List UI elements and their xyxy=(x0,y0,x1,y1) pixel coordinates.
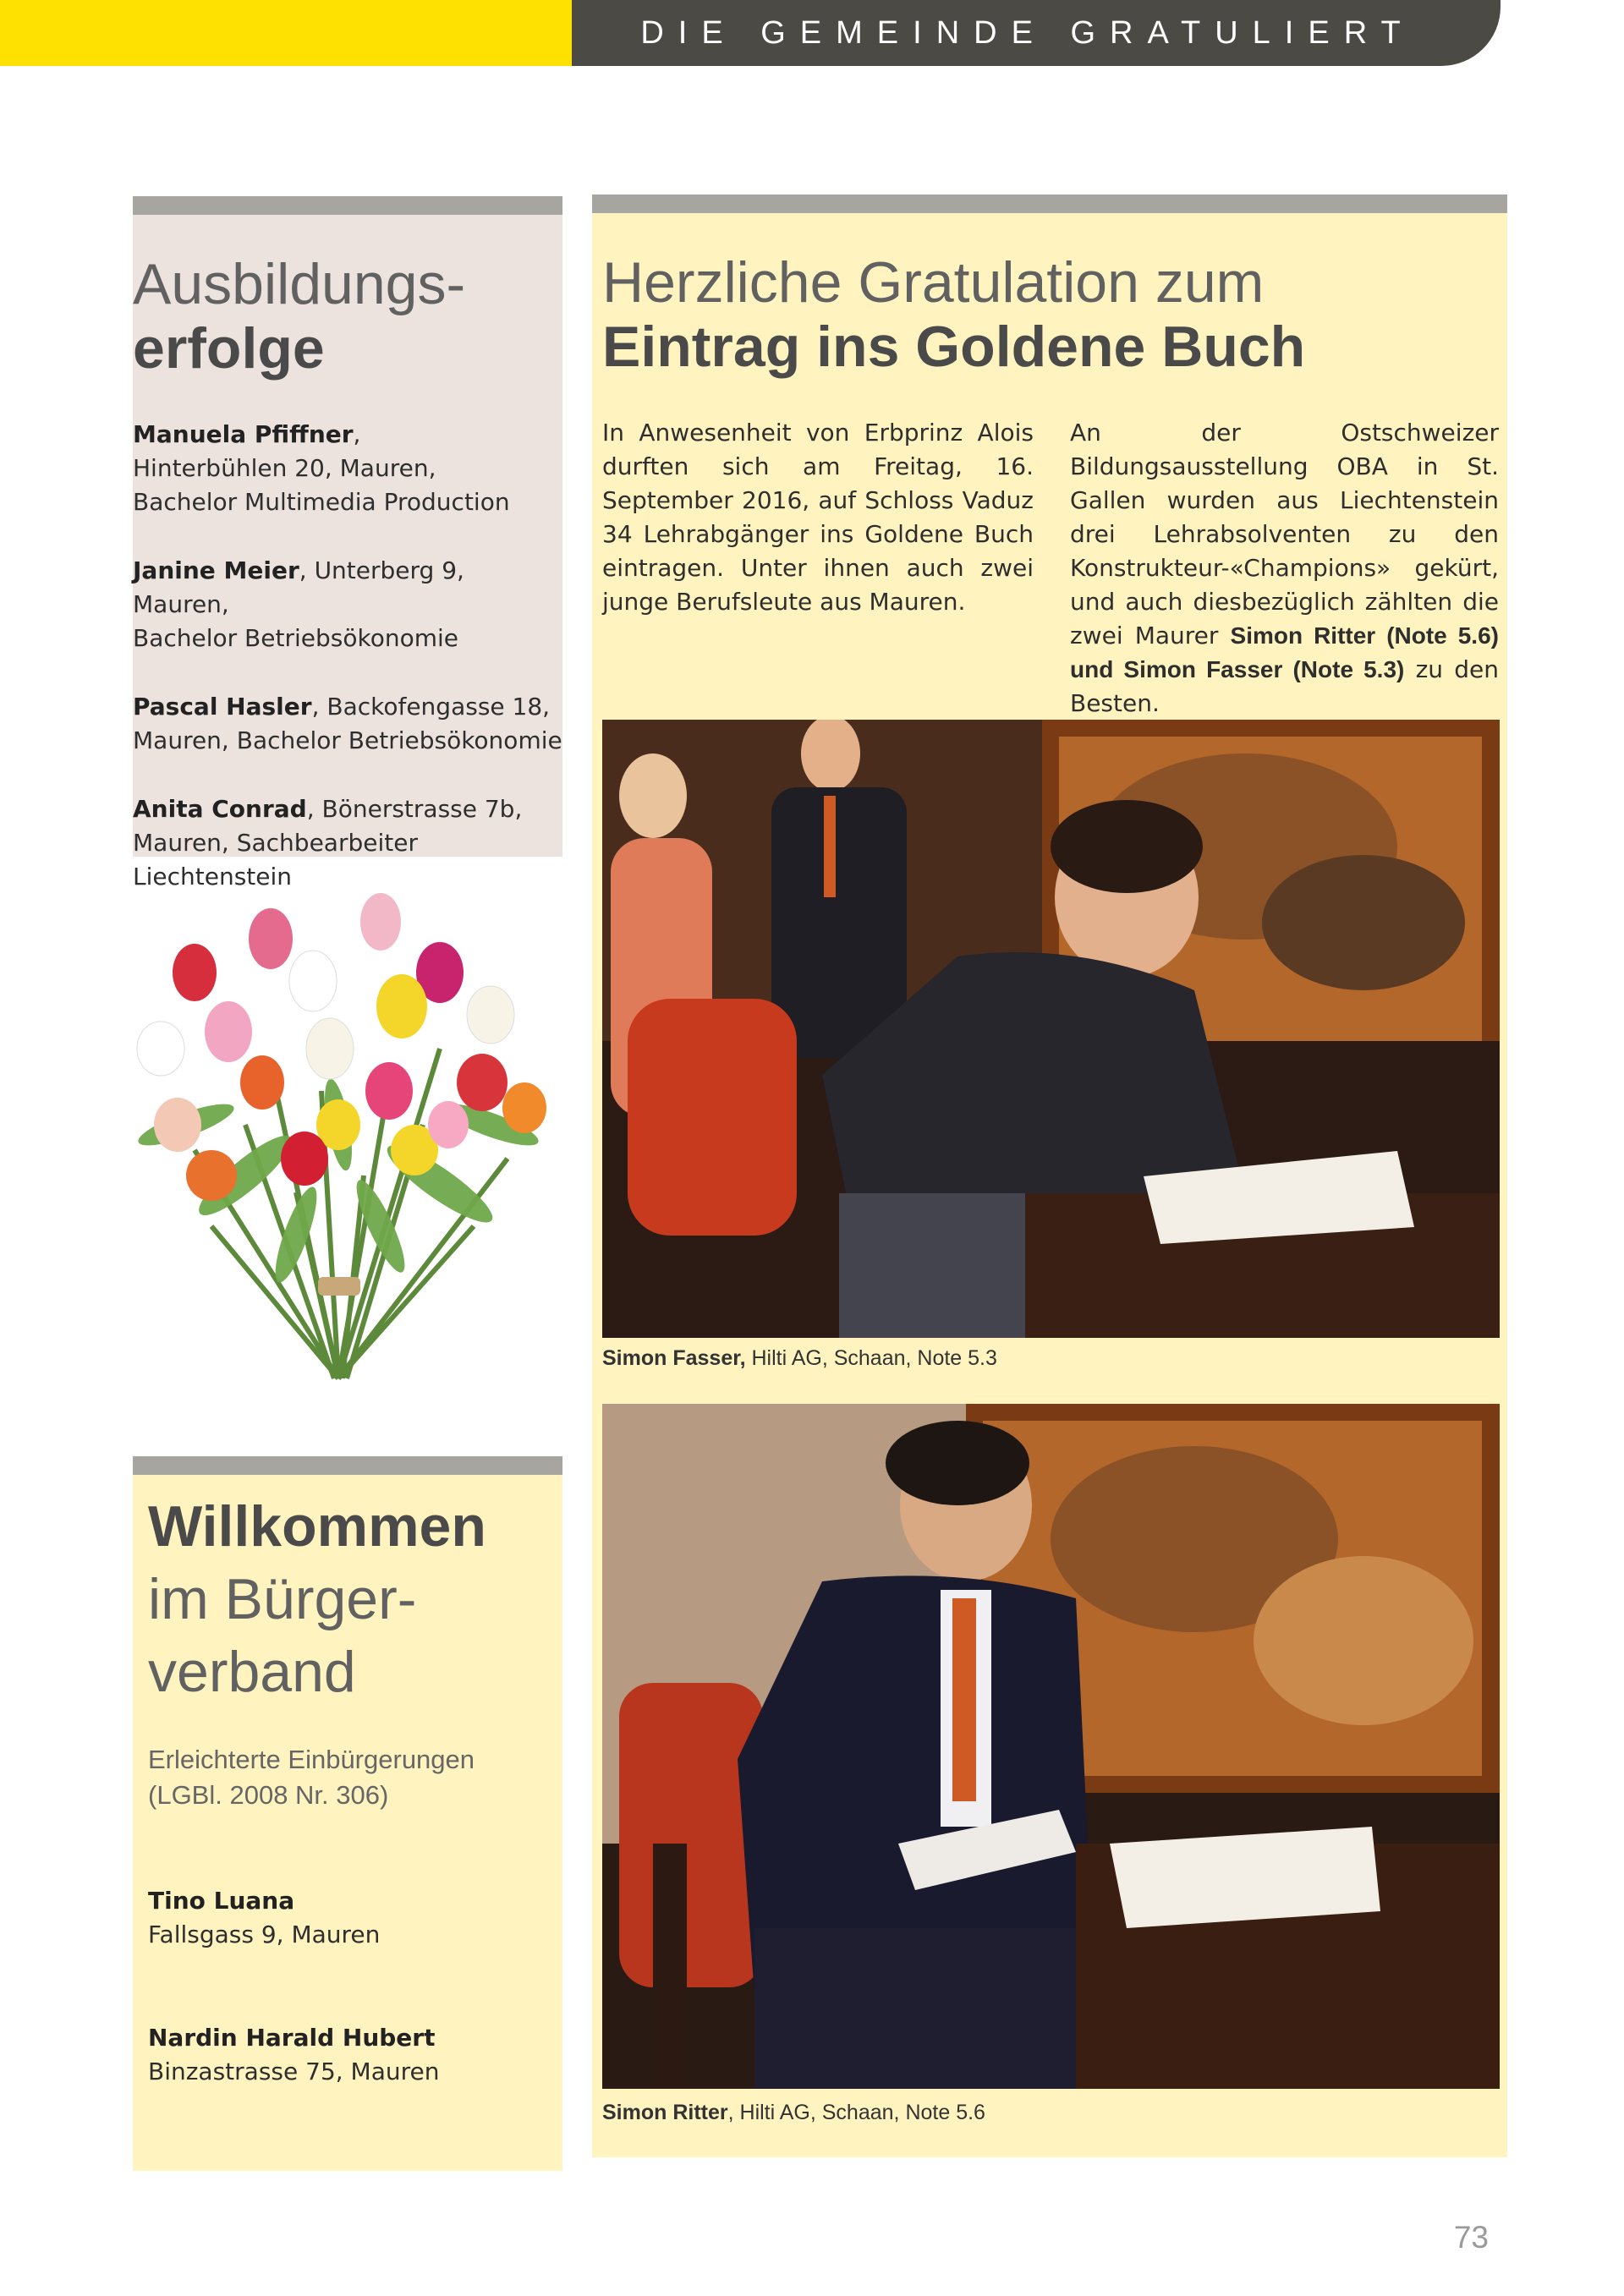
entry-text: Mauren, Sachbearbeiter Liechtenstein xyxy=(133,829,418,890)
person-name: Anita Conrad xyxy=(133,795,307,823)
article-heading xyxy=(602,250,1305,379)
caption-name: Simon Ritter xyxy=(602,2101,728,2124)
heading-line-light: verband xyxy=(148,1640,356,1704)
heading-line-bold: Willkommen xyxy=(148,1494,486,1559)
photo-simon-ritter xyxy=(602,1404,1500,2089)
ausbildung-list xyxy=(133,418,562,929)
subheading-line: (LGBl. 2008 Nr. 306) xyxy=(148,1780,389,1810)
article-panel xyxy=(592,195,1507,2157)
ausbildung-panel xyxy=(133,196,562,890)
article-column-1 xyxy=(602,416,1034,619)
person-name: Janine Meier xyxy=(133,556,299,584)
highlight-note: (Note 5.3) xyxy=(1282,656,1405,682)
ausbildung-heading xyxy=(133,252,465,381)
list-item xyxy=(133,690,562,758)
entry-text: Bachelor Betriebsökonomie xyxy=(133,624,458,652)
page-number: 73 xyxy=(1453,2220,1489,2255)
panel-topbar xyxy=(133,196,562,215)
entry-text: , Backofengasse 18, xyxy=(311,693,551,721)
header-accent-bar xyxy=(0,0,572,66)
heading-line-light: Ausbildungs- xyxy=(133,252,466,316)
caption-text: Hilti AG, Schaan, Note 5.3 xyxy=(745,1346,997,1370)
heading-line-light: Herzliche Gratulation zum xyxy=(602,250,1265,315)
heading-line-bold: Eintrag ins Goldene Buch xyxy=(602,315,1306,380)
person-name: Nardin Harald Hubert xyxy=(148,2024,436,2052)
panel-topbar xyxy=(592,195,1507,213)
panel-topbar xyxy=(133,1456,562,1475)
highlight-name: Simon Fasser xyxy=(1123,656,1283,682)
photo-caption-1 xyxy=(602,1346,997,1371)
list-item xyxy=(133,418,562,519)
willkommen-subheading xyxy=(148,1742,475,1813)
highlight-name: Simon Ritter xyxy=(1230,622,1376,649)
entry-text: , xyxy=(353,420,361,448)
subheading-line: Erleichterte Einbürgerungen xyxy=(148,1745,475,1774)
list-item xyxy=(148,1884,546,1952)
header-bar xyxy=(572,0,1501,66)
photo-caption-2 xyxy=(602,2101,985,2125)
list-item xyxy=(133,554,562,655)
entry-text: Bachelor Multimedia Production xyxy=(133,488,510,516)
willkommen-list xyxy=(148,1884,546,2123)
person-name: Pascal Hasler xyxy=(133,693,312,721)
person-name: Tino Luana xyxy=(148,1887,295,1915)
photo-simon-fasser xyxy=(602,720,1500,1338)
heading-line-bold: erfolge xyxy=(133,316,325,381)
tulip-bouquet-image xyxy=(85,871,592,1412)
caption-text: , Hilti AG, Schaan, Note 5.6 xyxy=(727,2101,985,2124)
willkommen-heading xyxy=(148,1490,486,1708)
article-text: An der Ostschweizer Bildungsausstellung OBA in St. Gallen wurden aus Liechtenstein drei Lehrabsolventen zu den Konstrukteur-«Champions» gekürt, und auch diesbezüglich zählten die zwei Maurer xyxy=(1070,419,1499,649)
article-column-2 xyxy=(1070,416,1499,721)
section-title: DIE GEMEINDE GRATULIERT xyxy=(640,14,1415,51)
person-address: Binzastrasse 75, Mauren xyxy=(148,2058,440,2085)
entry-text: , Unterberg 9, Mauren, xyxy=(133,556,464,618)
article-text: In Anwesenheit von Erbprinz Alois durften sich am Freitag, 16. September 2016, auf Schloss Vaduz 34 Lehrabgänger ins Goldene Buch eintragen. Unter ihnen auch zwei junge Berufsleute aus Mauren. xyxy=(602,419,1034,616)
article-text: zu den Besten. xyxy=(1070,655,1500,717)
person-address: Fallsgass 9, Mauren xyxy=(148,1921,381,1948)
willkommen-panel xyxy=(133,1456,562,2171)
caption-name: Simon Fasser, xyxy=(602,1346,746,1370)
list-item xyxy=(148,2021,546,2089)
person-name: Manuela Pfiffner xyxy=(133,420,354,448)
entry-text: Hinterbühlen 20, Mauren, xyxy=(133,454,436,482)
entry-text: , Bönerstrasse 7b, xyxy=(306,795,523,823)
heading-line-light: im Bürger- xyxy=(148,1567,417,1631)
highlight-note: (Note 5.6) und xyxy=(1070,622,1499,682)
entry-text: Mauren, Bachelor Betriebsökonomie xyxy=(133,726,562,754)
